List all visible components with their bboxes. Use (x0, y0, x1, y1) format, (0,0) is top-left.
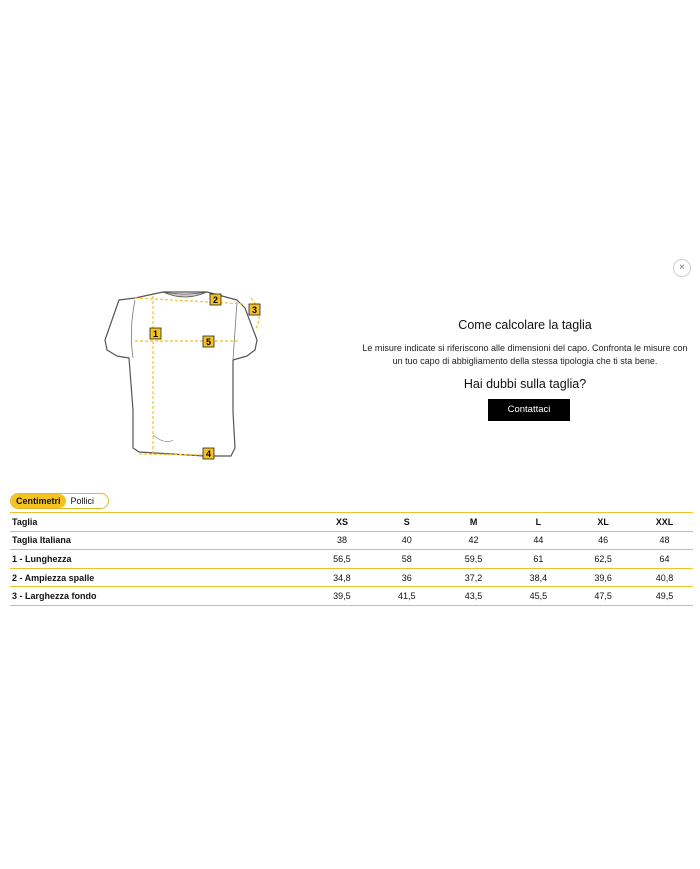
table-cell: 49,5 (636, 587, 693, 606)
svg-text:5: 5 (205, 337, 212, 347)
svg-text:1: 1 (152, 329, 159, 339)
table-cell: 40 (373, 531, 441, 550)
table-cell: 46 (570, 531, 636, 550)
info-title: Come calcolare la taglia (458, 318, 592, 332)
table-cell: 43,5 (441, 587, 507, 606)
size-table-header (10, 513, 693, 532)
table-cell: 40,8 (636, 568, 693, 587)
contact-button[interactable]: Contattaci (488, 399, 570, 421)
table-cell: 47,5 (570, 587, 636, 606)
table-cell: 64 (636, 550, 693, 569)
table-cell: 39,6 (570, 568, 636, 587)
table-cell: 62,5 (570, 550, 636, 569)
size-guide-info (355, 318, 695, 421)
table-cell: 61 (506, 550, 570, 569)
badge-3 (249, 304, 260, 315)
header-cell: Taglia (10, 513, 311, 532)
header-cell: S (373, 513, 441, 532)
row-label: 1 - Lunghezza (10, 550, 311, 569)
table-row (10, 550, 693, 569)
table-row (10, 568, 693, 587)
unit-toggle[interactable] (10, 493, 109, 509)
table-cell: 41,5 (373, 587, 441, 606)
table-row (10, 587, 693, 606)
table-cell: 39,5 (311, 587, 373, 606)
close-icon[interactable]: × (679, 262, 685, 273)
info-description: Le misure indicate si riferiscono alle dimensioni del capo. Confronta le misure con un tuo capo di abbigliamento della stessa tipologia che ti sta bene. (362, 343, 688, 366)
table-cell: 59,5 (441, 550, 507, 569)
table-cell: 45,5 (506, 587, 570, 606)
table-cell: 38,4 (506, 568, 570, 587)
tshirt-measurement-diagram (95, 280, 275, 470)
size-table (10, 512, 693, 606)
table-cell: 36 (373, 568, 441, 587)
table-cell: 42 (441, 531, 507, 550)
table-cell: 44 (506, 531, 570, 550)
table-cell: 56,5 (311, 550, 373, 569)
header-cell: XL (570, 513, 636, 532)
table-cell: 38 (311, 531, 373, 550)
svg-text:4: 4 (205, 449, 212, 459)
header-cell: M (441, 513, 507, 532)
svg-text:2: 2 (212, 295, 219, 305)
unit-centimeters-tab[interactable]: Centimetri (11, 494, 66, 508)
table-cell: 48 (636, 531, 693, 550)
table-cell: 37,2 (441, 568, 507, 587)
header-cell: XXL (636, 513, 693, 532)
header-cell: XS (311, 513, 373, 532)
badge-1 (150, 328, 161, 339)
badge-5 (203, 336, 214, 347)
row-label: Taglia Italiana (10, 531, 311, 550)
info-question: Hai dubbi sulla taglia? (463, 377, 587, 391)
tshirt-collar (163, 292, 207, 297)
unit-inches-tab[interactable]: Pollici (70, 496, 95, 506)
table-cell: 34,8 (311, 568, 373, 587)
header-cell: L (506, 513, 570, 532)
badge-2 (210, 294, 221, 305)
tshirt-outline (105, 292, 257, 456)
badge-4 (203, 448, 214, 459)
close-button[interactable] (673, 259, 691, 277)
svg-text:3: 3 (251, 305, 258, 315)
table-row (10, 531, 693, 550)
row-label: 3 - Larghezza fondo (10, 587, 311, 606)
row-label: 2 - Ampiezza spalle (10, 568, 311, 587)
table-cell: 58 (373, 550, 441, 569)
